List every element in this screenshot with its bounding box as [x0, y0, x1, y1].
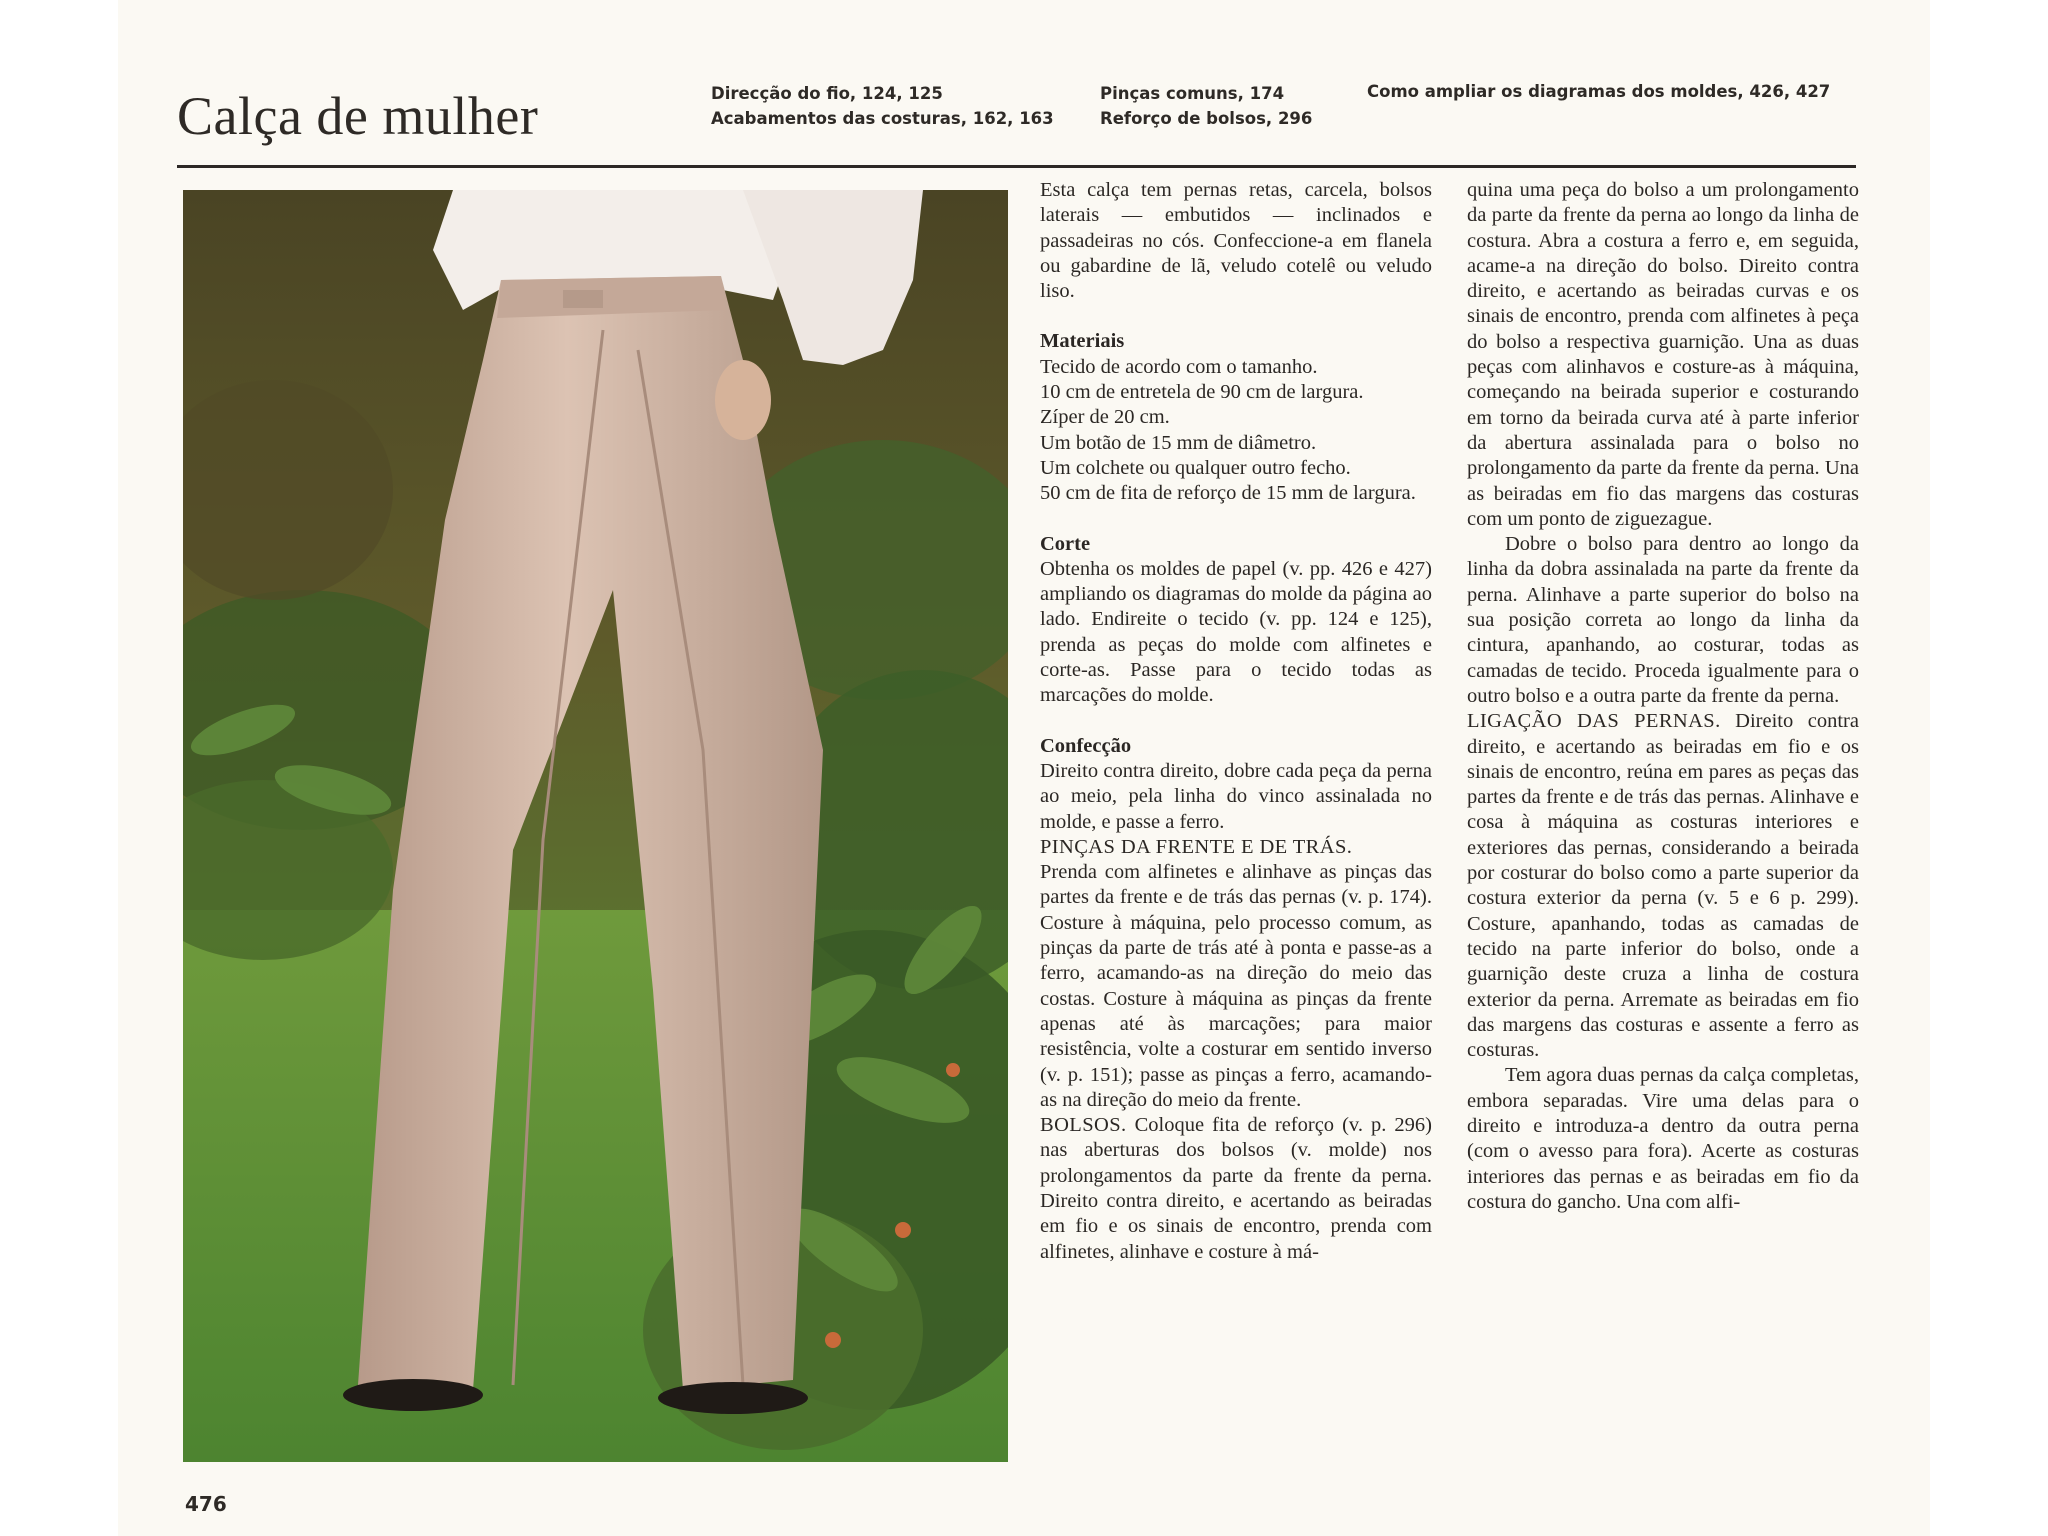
trousers-photo	[183, 190, 1008, 1462]
intro-paragraph: Esta calça tem pernas retas, carcela, bolsos laterais — embutidos — inclinados e passadeiras no cós. Confeccione-a em flanela ou gabardine de lã, veludo cotelê ou veludo liso.	[1040, 179, 1432, 303]
legs-heading: LIGAÇÃO DAS PERNAS.	[1467, 710, 1721, 733]
reference-item: Acabamentos das costuras, 162, 163	[711, 109, 1054, 128]
pocket-continued-paragraph: quina uma peça do bolso a um prolongamento da parte da frente da perna ao longo da linha de costura. Abra a costura a ferro e, em seguida, acame-a na direção do bolso. Direito contra direito, e acertando as beiradas curvas e os sinais de encontro, prenda com alfinetes à peça do bolso a respectiva guarnição. Una as duas peças com alinhavos e costure-as à máquina, começando na beirada superior e costurando em torno da beirada curva até à parte inferior da abertura assinalada para o bolso no prolongamento da parte da frente da perna. Una as beiradas em fio das margens das costuras com um ponto de ziguezague.	[1467, 179, 1859, 530]
making-heading: Confecção	[1040, 734, 1132, 757]
legs-paragraph	[1467, 709, 1859, 1063]
materials-heading: Materiais	[1040, 330, 1125, 353]
reference-item: Direcção do fio, 124, 125	[711, 84, 943, 103]
trousers-photo-illustration	[183, 190, 1008, 1462]
spacer	[1040, 709, 1432, 734]
text-column-1	[1040, 178, 1432, 1265]
materials-item: Um botão de 15 mm de diâmetro.	[1040, 431, 1317, 454]
spacer	[1040, 304, 1432, 329]
materials-item: Zíper de 20 cm.	[1040, 406, 1170, 429]
reference-item: Reforço de bolsos, 296	[1100, 109, 1313, 128]
pockets-heading: BOLSOS.	[1040, 1114, 1127, 1137]
reference-item: Como ampliar os diagramas dos moldes, 426, 427	[1367, 82, 1831, 101]
pocket-fold-paragraph: Dobre o bolso para dentro ao longo da linha da dobra assinalada na parte da frente da perna. Alinhave a parte superior do bolso na sua posição correta ao longo da linha da cintura, apanhando, ao costurar, todas as camadas de tecido. Proceda igualmente para o outro bolso e a outra parte da frente da perna.	[1467, 533, 1859, 707]
materials-item: 50 cm de fita de reforço de 15 mm de largura.	[1040, 482, 1416, 505]
reference-item: Pinças comuns, 174	[1100, 84, 1285, 103]
pockets-paragraph	[1040, 1113, 1432, 1265]
page-number: 476	[185, 1492, 227, 1516]
reference-group-1	[711, 82, 1054, 132]
final-paragraph: Tem agora duas pernas da calça completas, embora separadas. Vire uma delas para o direito e introduza-a dentro da outra perna (com o avesso para fora). Acerte as costuras interiores das pernas e as beiradas em fio da costura do gancho. Una com alfi-	[1467, 1064, 1859, 1213]
reference-group-3	[1367, 80, 1830, 105]
text-column-2	[1467, 178, 1859, 1215]
darts-heading: PINÇAS DA FRENTE E DE TRÁS.	[1040, 835, 1353, 858]
legs-text: Direito contra direito, e acertando as beiradas em fio e os sinais de encontro, reúna em pares as peças das partes da frente e de trás das pernas. Alinhave e cosa à máquina as costuras interiores e exteriores das pernas, considerando a beirada por costurar do bolso como a parte superior da costura exterior da perna (v. 5 e 6 p. 299). Costure, apanhando, todas as camadas de tecido na parte inferior do bolso, onde a guarnição deste cruza a linha de costura exterior da perna. Arremate as beiradas em fio das margens das costuras e assente a ferro as costuras.	[1467, 710, 1859, 1062]
cut-paragraph: Obtenha os moldes de papel (v. pp. 426 e 427) ampliando os diagramas do molde da página ao lado. Endireite o tecido (v. pp. 124 e 125), prenda as peças do molde com alfinetes e corte-as. Passe para o tecido todas as marcações do molde.	[1040, 557, 1432, 707]
materials-item: Tecido de acordo com o tamanho.	[1040, 355, 1318, 378]
materials-item: Um colchete ou qualquer outro fecho.	[1040, 456, 1351, 479]
making-paragraph: Direito contra direito, dobre cada peça da perna ao meio, pela linha do vinco assinalada no molde, e passe a ferro.	[1040, 759, 1432, 833]
header-rule	[177, 165, 1856, 168]
pockets-text: Coloque fita de reforço (v. p. 296) nas aberturas dos bolsos (v. molde) nos prolongamentos da parte da frente da perna. Direito contra direito, e acertando as beiradas em fio e os sinais de encontro, prenda com alfinetes, alinhave e costure à má-	[1040, 1114, 1432, 1263]
reference-group-2	[1100, 82, 1312, 132]
page-title: Calça de mulher	[177, 86, 539, 146]
spacer	[1040, 507, 1432, 532]
darts-paragraph: Prenda com alfinetes e alinhave as pinças das partes da frente e de trás das pernas (v. p. 174). Costure à máquina, pelo processo comum, as pinças da parte de trás até à ponta e passe-as a ferro, acamando-as na direção do meio das costas. Costure à máquina as pinças da frente apenas até às marcações; para maior resistência, volte a costurar em sentido inverso (v. p. 151); passe as pinças a ferro, acamando-as na direção do meio da frente.	[1040, 861, 1432, 1111]
cut-heading: Corte	[1040, 532, 1091, 555]
materials-item: 10 cm de entretela de 90 cm de largura.	[1040, 381, 1364, 404]
